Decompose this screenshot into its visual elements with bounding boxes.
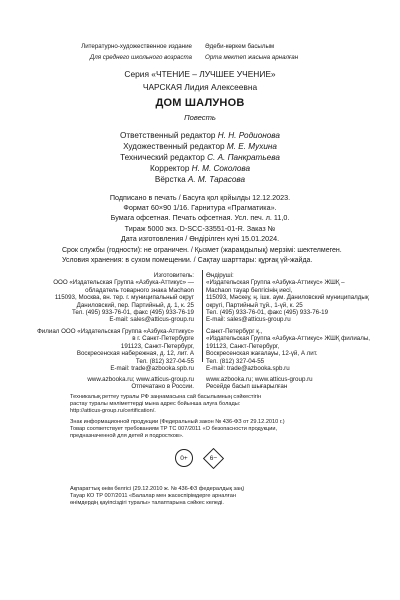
terms-block [62,246,400,266]
edition-type-ru: Литературно-художественное издание [81,43,192,50]
info-product-block: Знак информационной продукции (Федеральный закон № 436-ФЗ от 29.12.2010 г.) Товар соответствует требованиям ТР ТС 007/2011 «О безопасности продукции, предназначенной для детей и подростков». [70,419,285,439]
print-line: Подписано в печать / Басуға қол қойылды 12.12.2023. [109,193,291,202]
manufacturer-kz: Өндіруші: «Издательская Группа «Азбука-Аттикус» ЖШҚ – Machaon тауар белгісінің иесі, 115093, Мәскеу, ң. ішк. аум. Даниловский муниципалдық округі, Партийный тұй., 1-үй, к. 25 Тел. (495) 933-76-01, факс (495) 933-76-19 E-mail: sales@atticus-group.ru [206,272,369,324]
print-line: Бумага офсетная. Печать офсетная. Усл. печ. л. 11,0. [110,213,290,223]
print-line: Тираж 5000 экз. D-SCC-33551-01-R. Заказ № [124,223,276,233]
credit-name: С. А. Панкратьева [207,153,280,162]
tech-regulation-block: Техникалық реттеу туралы РФ заңнамасына сай басылымның сәйкестігін растау туралы мәліметтерді мына адрес бойынша алуға болады: http://atticus-group.ru/certification/. [70,394,262,414]
websites-kz: www.azbooka.ru; www.atticus-group.ru Ресейде басып шығарылған [206,376,313,391]
website-link-ru[interactable]: www.azbooka.ru; www.atticus-group.ru [87,376,194,383]
edition-type-kz: Әдеби-көркем басылым [205,43,275,50]
credit-line: Вёрстка А. М. Тарасова [154,175,246,184]
branch-kz: Санкт-Петербург қ., «Издательская Группа «Азбука-Аттикус» ЖШҚ филиалы, 191123, Санкт-Петербург, Воскресенская жағалауы, 12-үй, А лит. Тел. (812) 327-04-55 E-mail: trade@azbooka.spb.ru [206,328,371,373]
credit-name: Н. М. Соколова [191,164,251,173]
websites-ru: www.azbooka.ru; www.atticus-group.ru Отпечатано в России. [87,376,194,391]
terms-line: Срок службы (годности): не ограничен. / Қызмет (жарамдылық) мерзімі: шектелмеген. [62,247,342,254]
credit-line: Художественный редактор М. Е. Мухина [123,142,277,151]
age-rating-diamond-icon: 6− [203,448,224,469]
column-divider [202,270,203,362]
book-genre: Повесть [184,113,216,122]
credits-block [0,130,400,185]
credit-line: Ответственный редактор Н. Н. Родионова [120,131,280,140]
credit-name: Н. Н. Родионова [217,131,280,140]
author-line: ЧАРСКАЯ Лидия Алексеевна [142,82,258,92]
terms-line: Условия хранения: в сухом помещении. / Сақтау шарттары: құрғақ үй-жайда. [62,257,313,264]
credit-line: Технический редактор С. А. Панкратьева [120,153,280,162]
audience-kz: Орта мектеп жасына арналған [205,54,299,61]
audience-ru: Для среднего школьного возраста [89,54,192,61]
print-line: Дата изготовления / Өндірілген күні 15.01.2024. [120,233,280,243]
credit-line: Корректор Н. М. Соколова [149,164,251,173]
kz-info-footer: Ақпараттық өнім белгісі (29.12.2010 ж. № 436-ФЗ федералдық заң) Тауар КО ТР 007/2011 «Балалар мен жасөспірімдерге арналған өнімдердің қауіпсіздігі туралы» талаптарына сәйкес келеді. [70,486,245,506]
credit-name: А. М. Тарасова [187,175,246,184]
manufacturer-ru: Изготовитель: ООО «Издательская Группа «Азбука-Аттикус» — обладатель товарного знака Machaon 115093, Москва, вн. тер. г. муниципальный округ Даниловский, пер. Партийный, д. 1, к. 25 Тел. (495) 933-76-01, факс (495) 933-76-19 E-mail: sales@atticus-group.ru [53,272,194,324]
credit-name: М. Е. Мухина [226,142,277,151]
print-line: Формат 60×90 1/16. Гарнитура «Прагматика». [123,203,277,213]
age-rating-circle-icon: 0+ [175,449,193,467]
certification-link[interactable]: http://atticus-group.ru/certification/. [70,408,156,414]
branch-ru: Филиал ООО «Издательская Группа «Азбука-Аттикус» в г. Санкт-Петербурге 191123, Санкт-Петербург, Воскресенская набережная, д. 12, лит. А Тел. (812) 327-04-55 E-mail: trade@azbooka.spb.ru [37,328,194,373]
website-link-kz[interactable]: www.azbooka.ru; www.atticus-group.ru [206,376,313,383]
print-details [0,193,400,244]
series-line: Серия «ЧТЕНИЕ – ЛУЧШЕЕ УЧЕНИЕ» [124,69,276,79]
book-title: ДОМ ШАЛУНОВ [155,97,245,109]
